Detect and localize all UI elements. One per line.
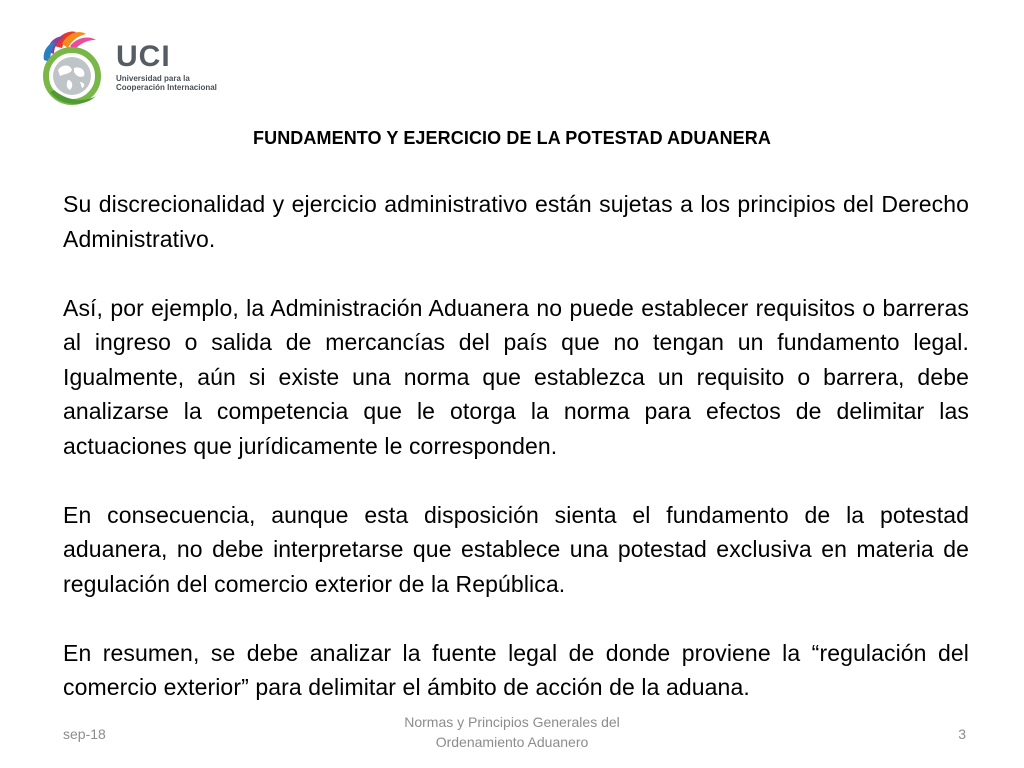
slide-title: FUNDAMENTO Y EJERCICIO DE LA POTESTAD ADUANERA [253,128,771,148]
logo-abbreviation: UCI [116,40,171,73]
paragraph: En consecuencia, aunque esta disposición sienta el fundamento de la potestad aduanera, no debe interpretarse que establece una potestad exclusiva en materia de regulación del comercio exterior de la República. [63,501,969,597]
footer-date: sep-18 [63,726,106,742]
footer-title-line2: Ordenamiento Aduanero [435,734,589,750]
logo-name-line2: Cooperación Internacional [116,83,217,92]
paragraph: Así, por ejemplo, la Administración Aduanera no puede establecer requisitos o barreras al ingreso o salida de mercancías del país que no tengan un fundamento legal. Igualmente, aún si existe una norma que establezca un requisito o barrera, debe analizarse la competencia que le otorga la norma para efectos de delimitar las actuaciones que jurídicamente le corresponden. [63,294,969,459]
paragraph: Su discrecionalidad y ejercicio administrativo están sujetas a los principios del Derecho Administrativo. [63,191,969,252]
globe-logo-icon [40,28,120,112]
uci-logo [40,28,220,112]
page-number: 3 [958,726,966,742]
footer-title [362,712,662,752]
slide-body [63,187,969,705]
logo-name-line1: Universidad para la [116,74,190,83]
paragraph: En resumen, se debe analizar la fuente legal de donde proviene la “regulación del comercio exterior” para delimitar el ámbito de acción de la aduana. [63,639,969,700]
footer-title-line1: Normas y Principios Generales del [404,714,620,730]
